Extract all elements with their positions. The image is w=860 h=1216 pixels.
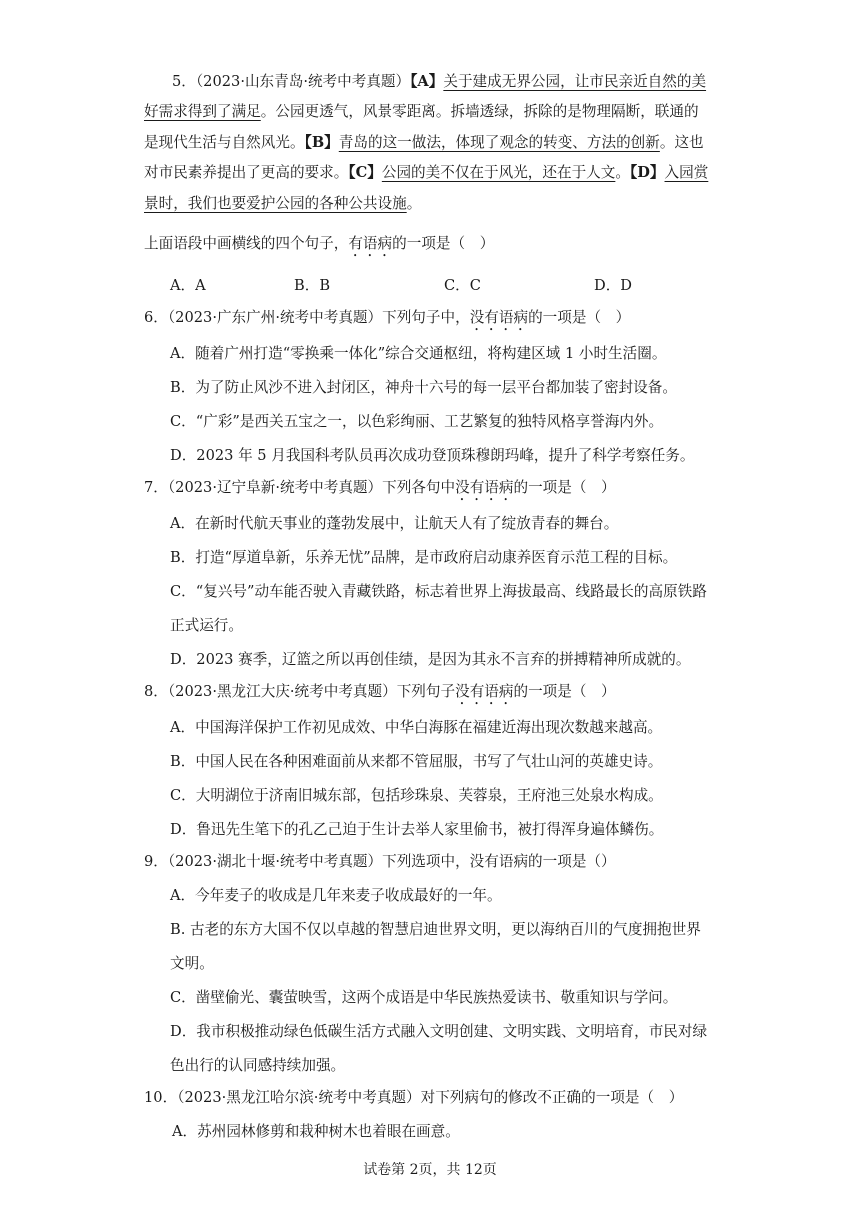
q9-option-b-line-2: 文明。 <box>170 955 214 972</box>
q6-option-a: A．随着广州打造“零换乘一体化”综合交通枢纽，将构建区域 1 小时生活圈。 <box>170 345 667 362</box>
q6-stem: 6．（2023·广东广州·统考中考真题）下列句子中，没有语病的一项是（ ） <box>144 309 631 326</box>
q7-option-a: A．在新时代航天事业的蓬勃发展中，让航天人有了绽放青春的舞台。 <box>170 515 619 532</box>
q8-option-a: A．中国海洋保护工作初见成效、中华白海豚在福建近海出现次数越来越高。 <box>170 719 663 736</box>
q5-line-1: 5．（2023·山东青岛·统考中考真题）【A】关于建成无界公园，让市民亲近自然的美 <box>172 73 707 90</box>
q5-option-a: A．A <box>170 277 206 294</box>
q9-option-a: A．今年麦子的收成是几年来麦子收成最好的一年。 <box>170 887 502 904</box>
q6-option-c: C．“广彩”是西关五宝之一，以色彩绚丽、工艺繁复的独特风格享誉海内外。 <box>170 413 664 430</box>
q8-stem: 8．（2023·黑龙江大庆·统考中考真题）下列句子没有语病的一项是（ ） <box>144 683 616 700</box>
q7-option-d: D．2023 赛季，辽篮之所以再创佳绩，是因为其永不言弃的拼搏精神所成就的。 <box>170 651 691 668</box>
q5-option-d: D．D <box>594 277 632 294</box>
q9-stem: 9．（2023·湖北十堰·统考中考真题）下列选项中，没有语病的一项是（） <box>144 853 616 870</box>
q8-option-b: B．中国人民在各种困难面前从来都不管屈服，书写了气壮山河的英雄史诗。 <box>170 753 663 770</box>
q9-option-b-line-1: B. 古老的东方大国不仅以卓越的智慧启迪世界文明，更以海纳百川的气度拥抱世界 <box>170 921 701 938</box>
q7-option-b: B．打造“厚道阜新，乐养无忧”品牌，是市政府启动康养医育示范工程的目标。 <box>170 549 678 566</box>
q5-line-5: 景时，我们也要爱护公园的各种公共设施。 <box>144 195 422 212</box>
q10-stem: 10．（2023·黑龙江哈尔滨·统考中考真题）对下列病句的修改不正确的一项是（ ） <box>144 1089 684 1106</box>
q5-line-2: 好需求得到了满足。公园更透气，风景零距离。拆墙透绿，拆除的是物理隔断，联通的 <box>144 103 699 120</box>
q8-option-c: C．大明湖位于济南旧城东部，包括珍珠泉、芙蓉泉，王府池三处泉水构成。 <box>170 787 663 804</box>
q6-option-d: D．2023 年 5 月我国科考队员再次成功登顶珠穆朗玛峰，提升了科学考察任务。 <box>170 447 695 464</box>
q9-option-d-line-1: D．我市积极推动绿色低碳生活方式融入文明创建、文明实践、文明培育，市民对绿 <box>170 1023 708 1040</box>
q5-option-b: B．B <box>294 277 331 294</box>
q8-option-d: D．鲁迅先生笔下的孔乙己迫于生计去举人家里偷书，被打得浑身遍体鳞伤。 <box>170 821 664 838</box>
q9-option-c: C．凿壁偷光、囊萤映雪，这两个成语是中华民族热爱读书、敬重知识与学问。 <box>170 989 678 1006</box>
q5-stem: 上面语段中画横线的四个句子，有语病的一项是（ ） <box>144 235 495 252</box>
q9-option-d-line-2: 色出行的认同感持续加强。 <box>170 1057 346 1074</box>
q7-option-c-line-1: C．“复兴号”动车能否驶入青藏铁路，标志着世界上海拔最高、线路最长的高原铁路 <box>170 583 707 600</box>
q5-option-c: C．C <box>444 277 481 294</box>
q5-options <box>170 276 810 296</box>
q5-line-4: 对市民素养提出了更高的要求。【C】公园的美不仅在于风光，还在于人文。【D】入园赏 <box>144 164 709 181</box>
q5-line-3: 是现代生活与自然风光。【B】青岛的这一做法，体现了观念的转变、方法的创新。这也 <box>144 134 704 151</box>
q10-option-a: A．苏州园林修剪和栽种树木也着眼在画意。 <box>172 1123 460 1140</box>
q7-option-c-line-2: 正式运行。 <box>170 617 243 634</box>
q7-stem: 7．（2023·辽宁阜新·统考中考真题）下列各句中没有语病的一项是（ ） <box>144 479 616 496</box>
q6-option-b: B．为了防止风沙不进入封闭区，神舟十六号的每一层平台都加装了密封设备。 <box>170 379 677 396</box>
page-footer: 试卷第 2页，共 12页 <box>363 1162 497 1178</box>
